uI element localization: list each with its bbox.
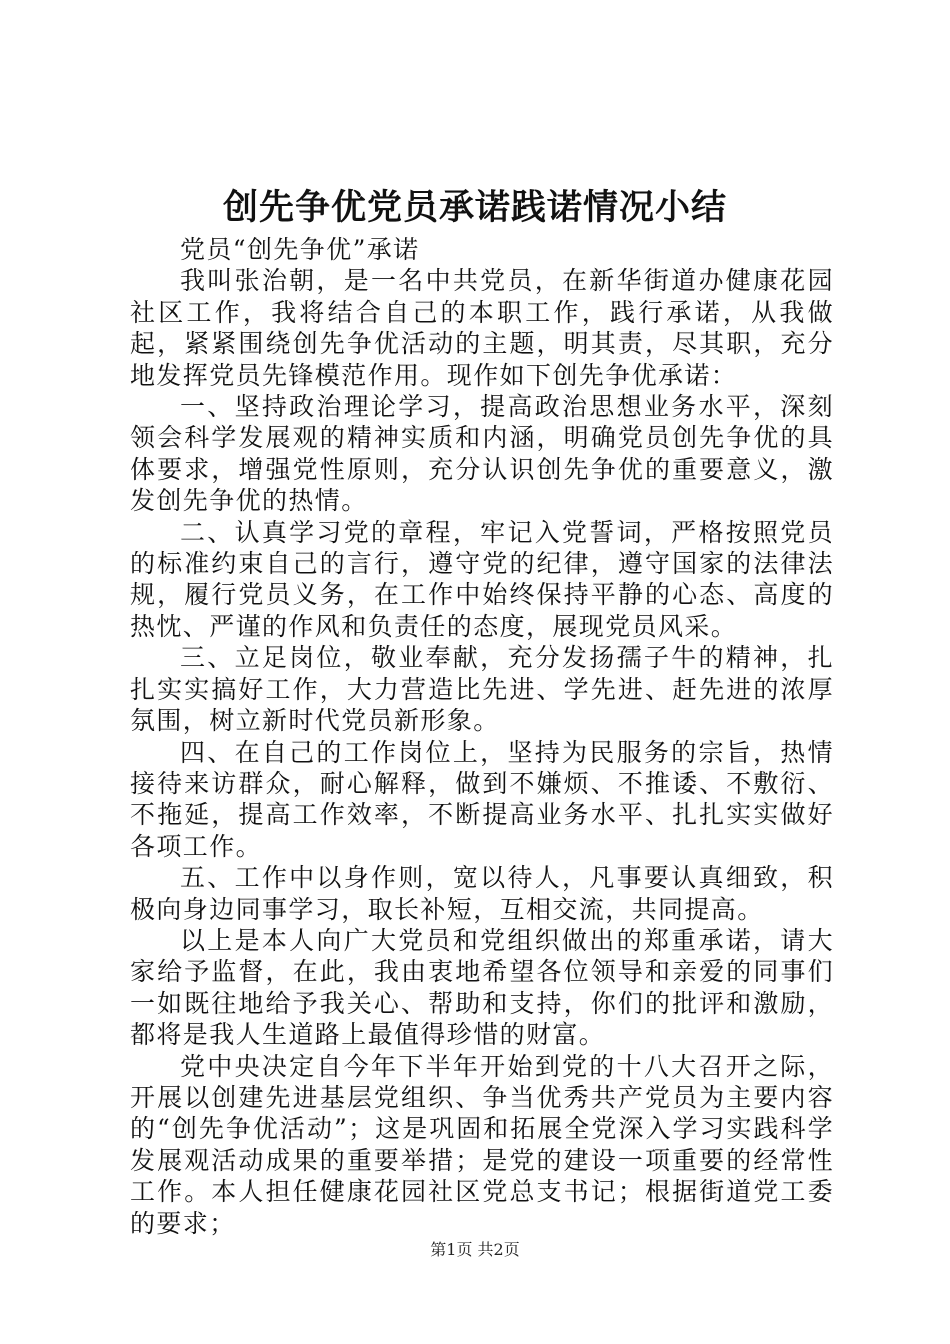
paragraph: 一、坚持政治理论学习，提高政治思想业务水平，深刻领会科学发展观的精神实质和内涵，明确党员创先争优的具体要求，增强党性原则，充分认识创先争优的重要意义，激发创先争优的热情。 — [130, 392, 834, 516]
page-footer: 第1页 共2页 — [430, 1240, 520, 1259]
paragraph: 五、工作中以身作则，宽以待人，凡事要认真细致，积极向身边同事学习，取长补短，互相交流，共同提高。 — [130, 863, 834, 924]
paragraph: 四、在自己的工作岗位上，坚持为民服务的宗旨，热情接待来访群众，耐心解释，做到不嫌烦、不推诿、不敷衍、不拖延，提高工作效率，不断提高业务水平、扎扎实实做好各项工作。 — [130, 737, 834, 861]
document-body — [130, 234, 834, 1239]
paragraph: 党中央决定自今年下半年开始到党的十八大召开之际，开展以创建先进基层党组织、争当优秀共产党员为主要内容的“创先争优活动”；这是巩固和拓展全党深入学习实践科学发展观活动成果的重要举措；是党的建设一项重要的经常性工作。本人担任健康花园社区党总支书记；根据街道党工委的要求； — [130, 1051, 834, 1238]
document-title: 创先争优党员承诺践诺情况小结 — [222, 187, 727, 228]
paragraph-heading: 党员“创先争优”承诺 — [180, 235, 420, 264]
paragraph: 以上是本人向广大党员和党组织做出的郑重承诺，请大家给予监督，在此，我由衷地希望各位领导和亲爱的同事们一如既往地给予我关心、帮助和支持，你们的批评和激励，都将是我人生道路上最值得珍惜的财富。 — [130, 925, 834, 1050]
paragraph: 二、认真学习党的章程，牢记入党誓词，严格按照党员的标准约束自己的言行，遵守党的纪律，遵守国家的法律法规，履行党员义务，在工作中始终保持平静的心态、高度的热忱、严谨的作风和负责任的态度，展现党员风采。 — [130, 517, 834, 641]
paragraph: 三、立足岗位，敬业奉献，充分发扬孺子牛的精神，扎扎实实搞好工作，大力营造比先进、学先进、赶先进的浓厚氛围，树立新时代党员新形象。 — [130, 643, 834, 736]
paragraph: 我叫张治朝，是一名中共党员，在新华街道办健康花园社区工作，我将结合自己的本职工作，践行承诺，从我做起，紧紧围绕创先争优活动的主题，明其责，尽其职，充分地发挥党员先锋模范作用。现作如下创先争优承诺： — [130, 266, 834, 390]
